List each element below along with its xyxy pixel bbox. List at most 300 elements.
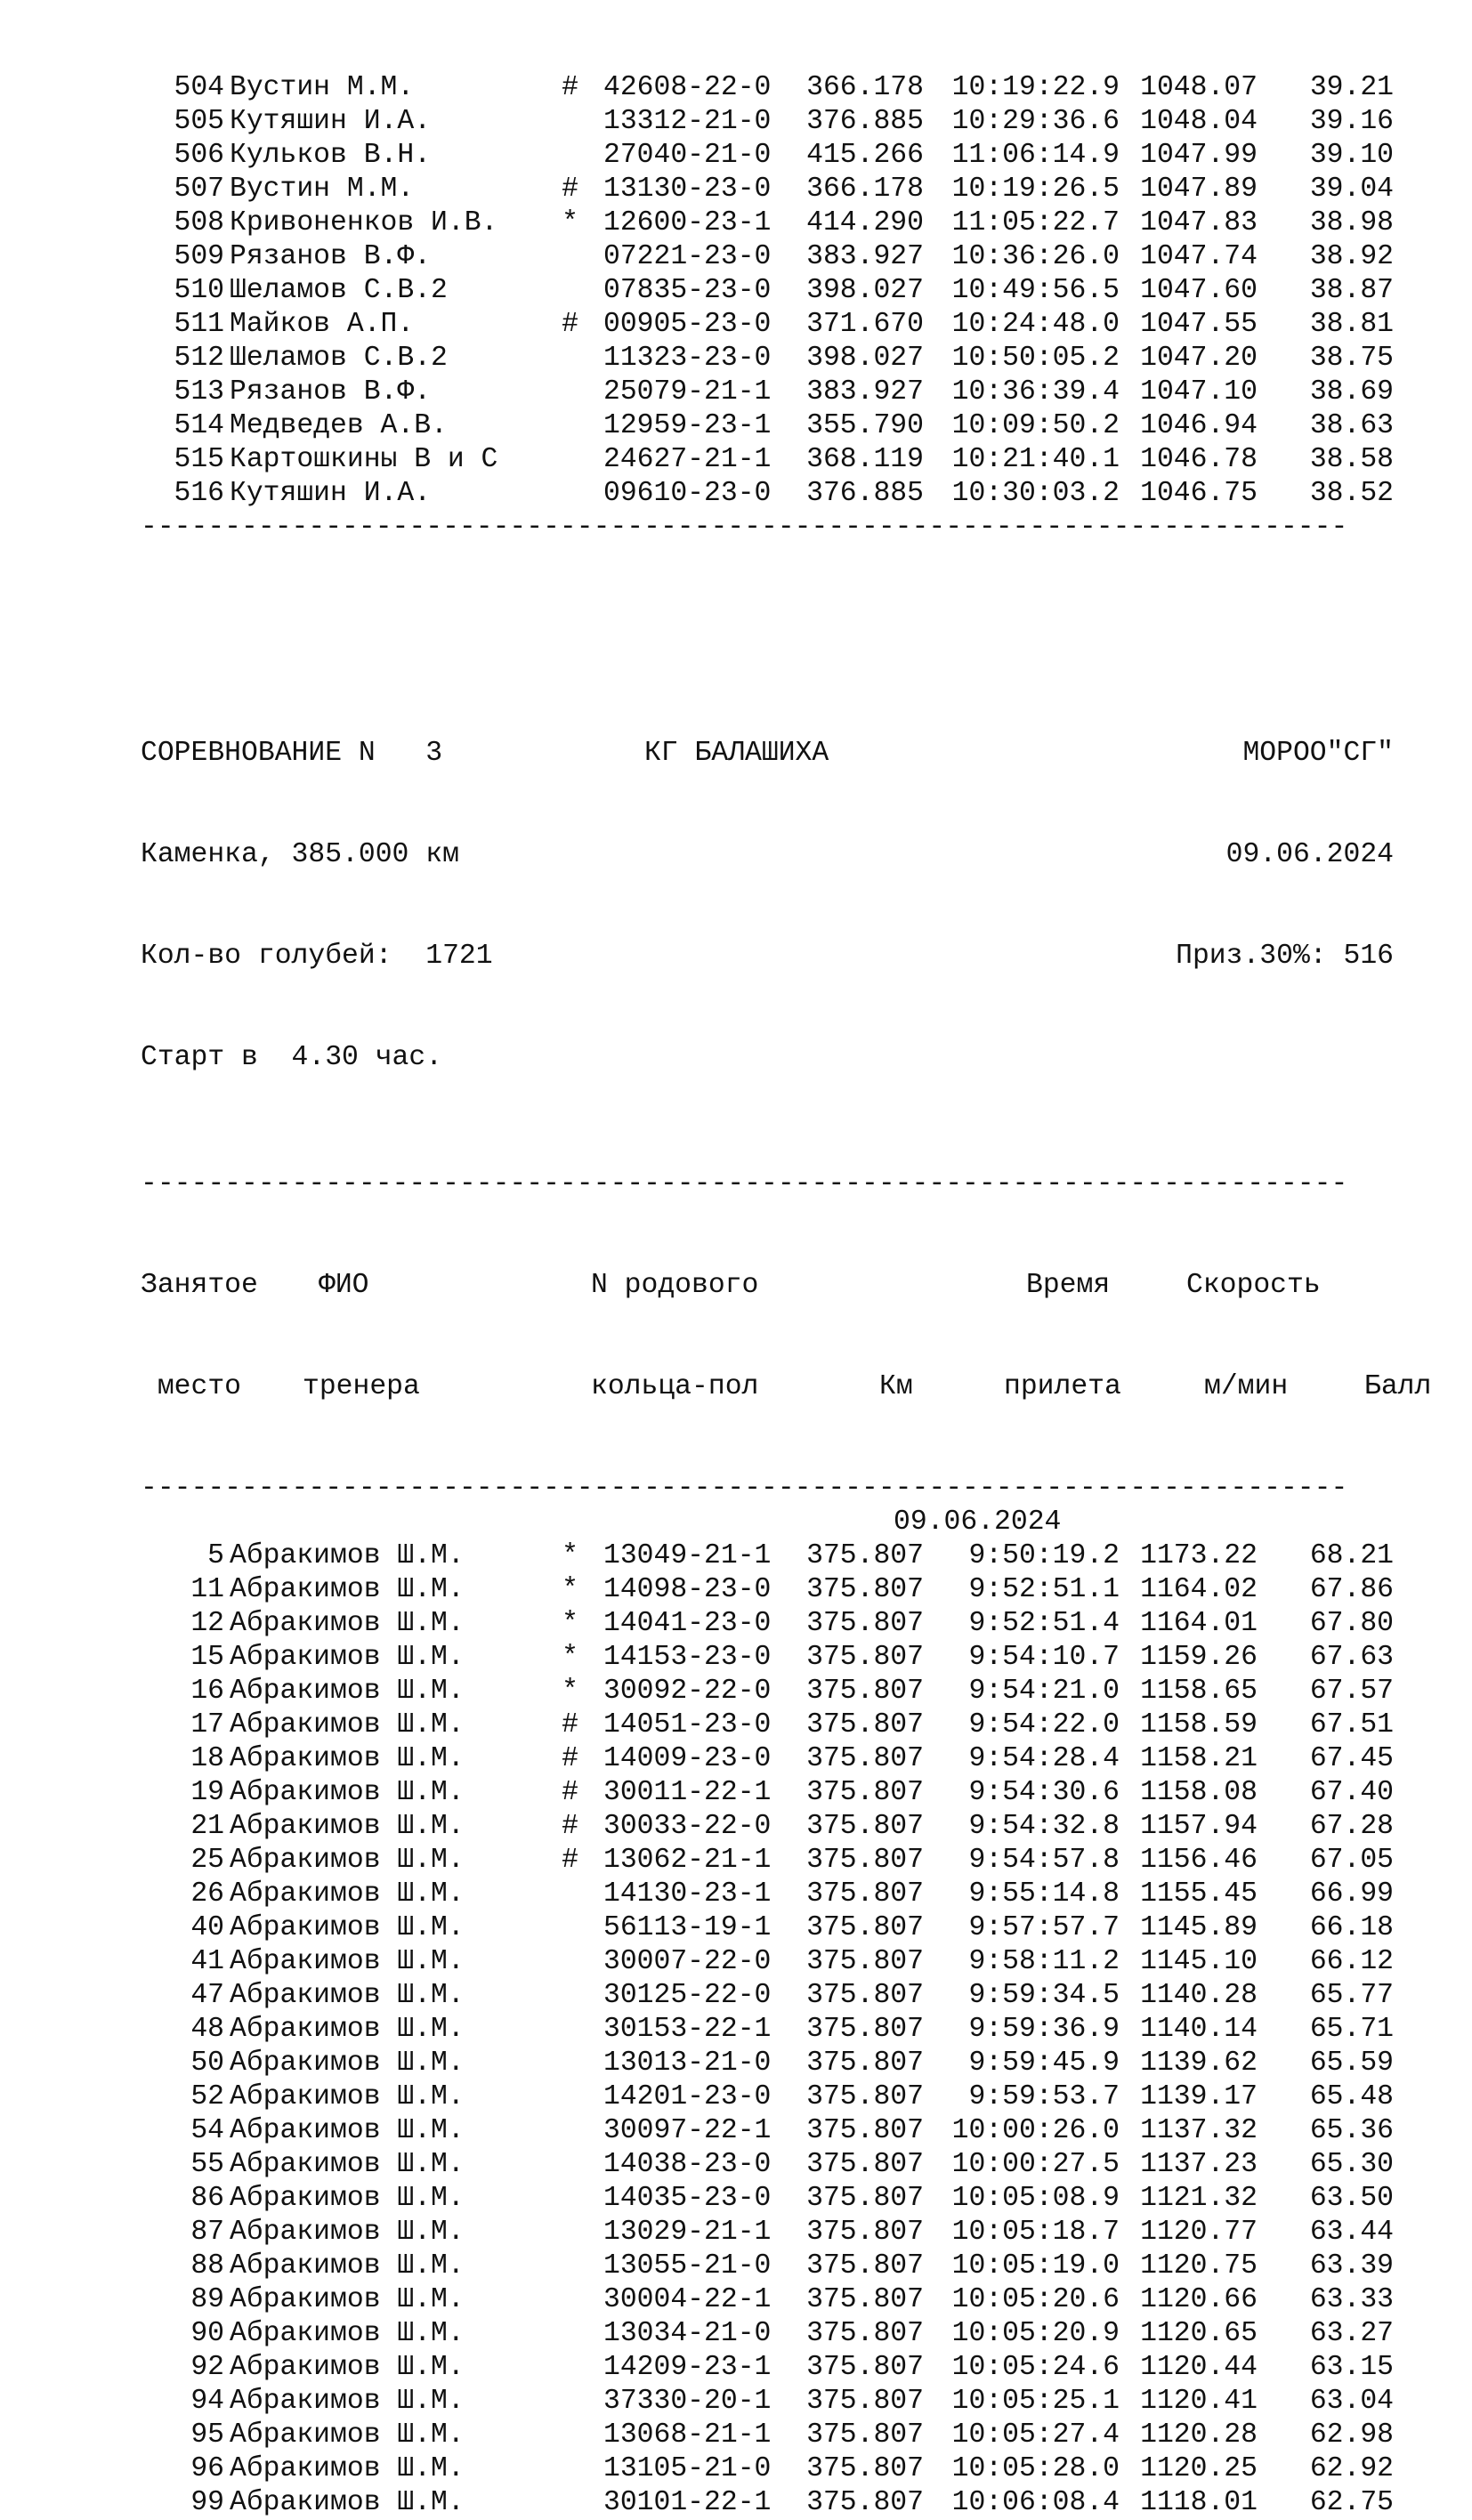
cell-speed: 1158.59 [1140, 1709, 1258, 1741]
cell-place: 94 [190, 2386, 224, 2417]
cell-km: 383.927 [806, 376, 924, 408]
cell-speed: 1120.75 [1140, 2250, 1258, 2282]
cell-name: Абракимов Ш.М. [230, 2149, 465, 2180]
cell-speed: 1120.25 [1140, 2453, 1258, 2484]
table-row [141, 2114, 1431, 2148]
cell-score: 67.80 [1309, 1608, 1394, 1639]
cell-time: 11:06:14.9 [951, 140, 1120, 171]
cell-place: 95 [190, 2419, 224, 2451]
cell-time: 9:52:51.4 [968, 1608, 1120, 1639]
cell-ring: 14051-23-0 [603, 1709, 772, 1741]
cell-km: 375.807 [806, 2115, 924, 2146]
cell-mark: # [562, 1845, 578, 1876]
cell-name: Абракимов Ш.М. [230, 2284, 465, 2315]
cell-ring: 37330-20-1 [603, 2386, 772, 2417]
cell-score: 63.04 [1309, 2386, 1394, 2417]
cell-name: Абракимов Ш.М. [230, 1980, 465, 2011]
cell-time: 10:05:08.9 [951, 2183, 1120, 2214]
cell-km: 366.178 [806, 174, 924, 205]
cell-score: 67.28 [1309, 1811, 1394, 1842]
cell-place: 508 [174, 207, 224, 238]
cell-place: 507 [174, 174, 224, 205]
cell-time: 11:05:22.7 [951, 207, 1120, 238]
table-row [141, 2216, 1431, 2249]
cell-time: 10:19:22.9 [951, 72, 1120, 103]
cell-ring: 30033-22-0 [603, 1811, 772, 1842]
cell-place: 506 [174, 140, 224, 171]
cell-name: Абракимов Ш.М. [230, 1642, 465, 1673]
cell-time: 10:19:26.5 [951, 174, 1120, 205]
organization-name: МОРОО"СГ" [1242, 738, 1394, 769]
cell-ring: 30101-22-1 [603, 2487, 772, 2518]
cell-speed: 1137.32 [1140, 2115, 1258, 2146]
top-divider: ------------------------------------------------------------------------ [141, 512, 1348, 543]
cell-ring: 13130-23-0 [603, 174, 772, 205]
cell-time: 10:24:48.0 [951, 309, 1120, 340]
cell-time: 9:54:22.0 [968, 1709, 1120, 1741]
cell-name: Абракимов Ш.М. [230, 2183, 465, 2214]
cell-mark: # [562, 1743, 578, 1774]
cell-place: 25 [190, 1845, 224, 1876]
cell-speed: 1046.75 [1140, 478, 1258, 509]
cell-score: 63.15 [1309, 2352, 1394, 2383]
cell-name: Абракимов Ш.М. [230, 1946, 465, 1977]
cell-km: 375.807 [806, 2487, 924, 2518]
cell-km: 375.807 [806, 2217, 924, 2248]
cell-km: 375.807 [806, 1574, 924, 1605]
table-row [141, 1911, 1431, 1945]
cell-mark: * [562, 1608, 578, 1639]
cell-place: 510 [174, 275, 224, 306]
cell-ring: 12600-23-1 [603, 207, 772, 238]
cell-score: 62.75 [1309, 2487, 1394, 2518]
cell-name: Абракимов Ш.М. [230, 1574, 465, 1605]
start-time: Старт в 4.30 час. [141, 1042, 443, 1073]
table-row [141, 274, 1431, 308]
cell-time: 9:50:19.2 [968, 1540, 1120, 1571]
table-row [141, 2249, 1431, 2283]
table-row [141, 342, 1431, 376]
cell-ring: 13029-21-1 [603, 2217, 772, 2248]
cell-time: 9:54:21.0 [968, 1676, 1120, 1707]
cell-time: 9:59:53.7 [968, 2081, 1120, 2112]
cell-ring: 14153-23-0 [603, 1642, 772, 1673]
cell-place: 12 [190, 1608, 224, 1639]
cell-name: Абракимов Ш.М. [230, 1709, 465, 1741]
cell-km: 398.027 [806, 275, 924, 306]
cell-ring: 14041-23-0 [603, 1608, 772, 1639]
cell-place: 96 [190, 2453, 224, 2484]
cell-ring: 24627-21-1 [603, 444, 772, 475]
table-row [141, 1776, 1431, 1810]
cell-time: 9:54:28.4 [968, 1743, 1120, 1774]
table-row [141, 2486, 1431, 2520]
cell-km: 376.885 [806, 478, 924, 509]
cell-name: Абракимов Ш.М. [230, 2250, 465, 2282]
cell-place: 40 [190, 1912, 224, 1943]
cell-speed: 1046.78 [1140, 444, 1258, 475]
cell-km: 375.807 [806, 2250, 924, 2282]
cell-score: 38.52 [1309, 478, 1394, 509]
cell-ring: 09610-23-0 [603, 478, 772, 509]
cell-name: Шеламов С.В.2 [230, 343, 448, 374]
cell-name: Кульков В.Н. [230, 140, 432, 171]
cell-km: 375.807 [806, 1642, 924, 1673]
cell-speed: 1139.62 [1140, 2048, 1258, 2079]
cell-name: Медведев А.В. [230, 410, 448, 441]
cell-ring: 42608-22-0 [603, 72, 772, 103]
cell-ring: 11323-23-0 [603, 343, 772, 374]
table-row [141, 2013, 1431, 2047]
cell-name: Абракимов Ш.М. [230, 2081, 465, 2112]
cell-speed: 1120.66 [1140, 2284, 1258, 2315]
cell-speed: 1047.83 [1140, 207, 1258, 238]
cell-km: 375.807 [806, 1980, 924, 2011]
cell-ring: 07221-23-0 [603, 241, 772, 272]
cell-place: 18 [190, 1743, 224, 1774]
cell-ring: 30097-22-1 [603, 2115, 772, 2146]
cell-score: 65.36 [1309, 2115, 1394, 2146]
table-row [141, 1979, 1431, 2013]
cell-place: 99 [190, 2487, 224, 2518]
cell-speed: 1139.17 [1140, 2081, 1258, 2112]
cell-score: 66.12 [1309, 1946, 1394, 1977]
cell-ring: 07835-23-0 [603, 275, 772, 306]
cell-mark: # [562, 1709, 578, 1741]
cell-place: 505 [174, 106, 224, 137]
cell-km: 415.266 [806, 140, 924, 171]
cell-name: Абракимов Ш.М. [230, 2115, 465, 2146]
cell-time: 10:36:26.0 [951, 241, 1120, 272]
cell-km: 375.807 [806, 2318, 924, 2349]
cell-time: 10:29:36.6 [951, 106, 1120, 137]
cell-ring: 30125-22-0 [603, 1980, 772, 2011]
cell-place: 516 [174, 478, 224, 509]
cell-place: 11 [190, 1574, 224, 1605]
cell-name: Кутяшин И.А. [230, 478, 432, 509]
cell-km: 375.807 [806, 1777, 924, 1808]
cell-place: 513 [174, 376, 224, 408]
cell-speed: 1048.04 [1140, 106, 1258, 137]
cell-ring: 13312-21-0 [603, 106, 772, 137]
column-headers [141, 1201, 1431, 1472]
cell-score: 67.05 [1309, 1845, 1394, 1876]
cell-place: 19 [190, 1777, 224, 1808]
cell-km: 375.807 [806, 2284, 924, 2315]
cell-speed: 1120.28 [1140, 2419, 1258, 2451]
table-row [141, 443, 1431, 477]
cell-place: 26 [190, 1878, 224, 1910]
cell-time: 10:00:27.5 [951, 2149, 1120, 2180]
cell-place: 89 [190, 2284, 224, 2315]
cell-place: 48 [190, 2014, 224, 2045]
cell-name: Абракимов Ш.М. [230, 2217, 465, 2248]
birds-count: Кол-во голубей: 1721 [141, 941, 493, 972]
cell-place: 5 [207, 1540, 224, 1571]
cell-place: 512 [174, 343, 224, 374]
cell-name: Абракимов Ш.М. [230, 1912, 465, 1943]
cell-name: Абракимов Ш.М. [230, 2487, 465, 2518]
cell-mark: * [562, 1676, 578, 1707]
cell-place: 54 [190, 2115, 224, 2146]
cell-speed: 1047.10 [1140, 376, 1258, 408]
cell-mark: # [562, 72, 578, 103]
cell-score: 39.16 [1309, 106, 1394, 137]
cell-time: 10:06:08.4 [951, 2487, 1120, 2518]
cell-speed: 1140.14 [1140, 2014, 1258, 2045]
cell-time: 10:05:18.7 [951, 2217, 1120, 2248]
table-row [141, 2047, 1431, 2080]
cell-speed: 1047.74 [1140, 241, 1258, 272]
table-row [141, 1641, 1431, 1675]
cell-ring: 14009-23-0 [603, 1743, 772, 1774]
cell-ring: 13049-21-1 [603, 1540, 772, 1571]
cell-km: 375.807 [806, 2014, 924, 2045]
table-row [141, 409, 1431, 443]
cell-km: 375.807 [806, 2419, 924, 2451]
cell-score: 38.63 [1309, 410, 1394, 441]
cell-mark: # [562, 174, 578, 205]
cell-ring: 27040-21-0 [603, 140, 772, 171]
cell-speed: 1048.07 [1140, 72, 1258, 103]
cell-km: 375.807 [806, 1811, 924, 1842]
results-table [141, 1539, 1431, 2520]
cell-speed: 1140.28 [1140, 1980, 1258, 2011]
cell-km: 375.807 [806, 1743, 924, 1774]
table-row [141, 2283, 1431, 2317]
cell-score: 66.18 [1309, 1912, 1394, 1943]
cell-time: 10:49:56.5 [951, 275, 1120, 306]
cell-speed: 1137.23 [1140, 2149, 1258, 2180]
cell-name: Абракимов Ш.М. [230, 1540, 465, 1571]
cell-score: 39.21 [1309, 72, 1394, 103]
cell-name: Кривоненков И.В. [230, 207, 498, 238]
cell-place: 509 [174, 241, 224, 272]
cell-ring: 14035-23-0 [603, 2183, 772, 2214]
header-divider-top: ------------------------------------------------------------------------ [141, 1168, 1348, 1199]
table-row [141, 1675, 1431, 1708]
table-row [141, 2148, 1431, 2182]
cell-km: 375.807 [806, 2386, 924, 2417]
cell-name: Шеламов С.В.2 [230, 275, 448, 306]
cell-score: 63.33 [1309, 2284, 1394, 2315]
cell-km: 375.807 [806, 1540, 924, 1571]
table-row [141, 1708, 1431, 1742]
cell-name: Кутяшин И.А. [230, 106, 432, 137]
cell-name: Абракимов Ш.М. [230, 1743, 465, 1774]
cell-time: 9:54:10.7 [968, 1642, 1120, 1673]
cell-speed: 1164.01 [1140, 1608, 1258, 1639]
cell-ring: 13055-21-0 [603, 2250, 772, 2282]
cell-score: 67.57 [1309, 1676, 1394, 1707]
cell-km: 371.670 [806, 309, 924, 340]
cell-name: Абракимов Ш.М. [230, 2048, 465, 2079]
cell-name: Абракимов Ш.М. [230, 1811, 465, 1842]
cell-ring: 14209-23-1 [603, 2352, 772, 2383]
club-name: КГ БАЛАШИХА [644, 738, 829, 769]
cell-score: 67.45 [1309, 1743, 1394, 1774]
cell-km: 355.790 [806, 410, 924, 441]
cell-mark: * [562, 207, 578, 238]
cell-time: 9:59:45.9 [968, 2048, 1120, 2079]
cell-place: 52 [190, 2081, 224, 2112]
table-row [141, 71, 1431, 105]
competition-date: 09.06.2024 [1225, 839, 1394, 870]
cell-name: Абракимов Ш.М. [230, 2352, 465, 2383]
cell-time: 9:59:36.9 [968, 2014, 1120, 2045]
cell-time: 9:54:30.6 [968, 1777, 1120, 1808]
col-name-line1: ФИО [319, 1270, 369, 1301]
table-row [141, 139, 1431, 173]
cell-time: 10:21:40.1 [951, 444, 1120, 475]
col-time-line1: Время [1026, 1270, 1111, 1301]
col-km: Км [879, 1371, 913, 1402]
cell-place: 50 [190, 2048, 224, 2079]
cell-km: 368.119 [806, 444, 924, 475]
cell-score: 38.87 [1309, 275, 1394, 306]
cell-mark: * [562, 1642, 578, 1673]
table-row [141, 2452, 1431, 2486]
cell-score: 39.04 [1309, 174, 1394, 205]
cell-mark: # [562, 1811, 578, 1842]
cell-time: 10:09:50.2 [951, 410, 1120, 441]
cell-mark: # [562, 1777, 578, 1808]
cell-speed: 1159.26 [1140, 1642, 1258, 1673]
table-row [141, 2351, 1431, 2385]
table-row [141, 1945, 1431, 1979]
cell-speed: 1157.94 [1140, 1811, 1258, 1842]
cell-ring: 13105-21-0 [603, 2453, 772, 2484]
cell-ring: 13013-21-0 [603, 2048, 772, 2079]
competition-header [141, 669, 1431, 1143]
cell-score: 62.92 [1309, 2453, 1394, 2484]
table-row [141, 2385, 1431, 2419]
cell-mark: * [562, 1574, 578, 1605]
table-row [141, 1742, 1431, 1776]
cell-speed: 1120.41 [1140, 2386, 1258, 2417]
cell-speed: 1047.89 [1140, 174, 1258, 205]
cell-speed: 1158.08 [1140, 1777, 1258, 1808]
cell-mark: * [562, 1540, 578, 1571]
cell-ring: 12959-23-1 [603, 410, 772, 441]
cell-ring: 30011-22-1 [603, 1777, 772, 1808]
cell-time: 9:55:14.8 [968, 1878, 1120, 1910]
cell-name: Абракимов Ш.М. [230, 2419, 465, 2451]
cell-place: 504 [174, 72, 224, 103]
cell-time: 9:54:57.8 [968, 1845, 1120, 1876]
col-ring-line1: N родового [591, 1270, 759, 1301]
table-row [141, 477, 1431, 511]
table-row [141, 376, 1431, 409]
table-row [141, 308, 1431, 342]
cell-ring: 13034-21-0 [603, 2318, 772, 2349]
cell-place: 87 [190, 2217, 224, 2248]
cell-place: 55 [190, 2149, 224, 2180]
cell-place: 47 [190, 1980, 224, 2011]
cell-name: Абракимов Ш.М. [230, 1845, 465, 1876]
cell-time: 10:05:25.1 [951, 2386, 1120, 2417]
cell-place: 16 [190, 1676, 224, 1707]
cell-score: 67.63 [1309, 1642, 1394, 1673]
cell-name: Рязанов В.Ф. [230, 376, 432, 408]
cell-time: 10:05:20.9 [951, 2318, 1120, 2349]
cell-score: 67.40 [1309, 1777, 1394, 1808]
cell-km: 414.290 [806, 207, 924, 238]
cell-km: 366.178 [806, 72, 924, 103]
cell-place: 41 [190, 1946, 224, 1977]
cell-place: 90 [190, 2318, 224, 2349]
cell-km: 375.807 [806, 2352, 924, 2383]
cell-ring: 14130-23-1 [603, 1878, 772, 1910]
cell-score: 65.77 [1309, 1980, 1394, 2011]
table-row [141, 1844, 1431, 1878]
col-place-line2: место [141, 1371, 242, 1402]
cell-km: 375.807 [806, 1709, 924, 1741]
cell-place: 92 [190, 2352, 224, 2383]
cell-ring: 25079-21-1 [603, 376, 772, 408]
table-row [141, 1539, 1431, 1573]
cell-mark: # [562, 309, 578, 340]
table-row [141, 1607, 1431, 1641]
cell-score: 65.59 [1309, 2048, 1394, 2079]
cell-speed: 1155.45 [1140, 1878, 1258, 1910]
table-row [141, 1810, 1431, 1844]
cell-name: Абракимов Ш.М. [230, 2014, 465, 2045]
cell-name: Абракимов Ш.М. [230, 1608, 465, 1639]
col-speed-line1: Скорость [1186, 1270, 1321, 1301]
cell-speed: 1158.65 [1140, 1676, 1258, 1707]
cell-time: 9:57:57.7 [968, 1912, 1120, 1943]
cell-km: 376.885 [806, 106, 924, 137]
cell-score: 63.50 [1309, 2183, 1394, 2214]
cell-score: 38.98 [1309, 207, 1394, 238]
cell-speed: 1158.21 [1140, 1743, 1258, 1774]
cell-ring: 30153-22-1 [603, 2014, 772, 2045]
cell-time: 10:05:20.6 [951, 2284, 1120, 2315]
cell-ring: 30004-22-1 [603, 2284, 772, 2315]
cell-speed: 1047.55 [1140, 309, 1258, 340]
cell-speed: 1145.10 [1140, 1946, 1258, 1977]
cell-place: 514 [174, 410, 224, 441]
cell-name: Абракимов Ш.М. [230, 1777, 465, 1808]
cell-speed: 1120.44 [1140, 2352, 1258, 2383]
cell-speed: 1047.20 [1140, 343, 1258, 374]
cell-time: 10:05:27.4 [951, 2419, 1120, 2451]
cell-name: Майков А.П. [230, 309, 415, 340]
cell-km: 375.807 [806, 2149, 924, 2180]
cell-score: 39.10 [1309, 140, 1394, 171]
cell-speed: 1120.65 [1140, 2318, 1258, 2349]
cell-place: 88 [190, 2250, 224, 2282]
cell-ring: 00905-23-0 [603, 309, 772, 340]
col-name-line2: тренера [303, 1371, 420, 1402]
cell-km: 383.927 [806, 241, 924, 272]
cell-km: 375.807 [806, 1845, 924, 1876]
cell-score: 65.71 [1309, 2014, 1394, 2045]
cell-score: 38.92 [1309, 241, 1394, 272]
table-row [141, 1878, 1431, 1911]
cell-name: Абракимов Ш.М. [230, 2318, 465, 2349]
table-row [141, 2080, 1431, 2114]
cell-score: 63.27 [1309, 2318, 1394, 2349]
cell-time: 10:05:19.0 [951, 2250, 1120, 2282]
cell-score: 38.58 [1309, 444, 1394, 475]
col-speed-line2: м/мин [1204, 1371, 1289, 1402]
cell-score: 65.30 [1309, 2149, 1394, 2180]
cell-time: 9:58:11.2 [968, 1946, 1120, 1977]
cell-place: 15 [190, 1642, 224, 1673]
cell-speed: 1164.02 [1140, 1574, 1258, 1605]
